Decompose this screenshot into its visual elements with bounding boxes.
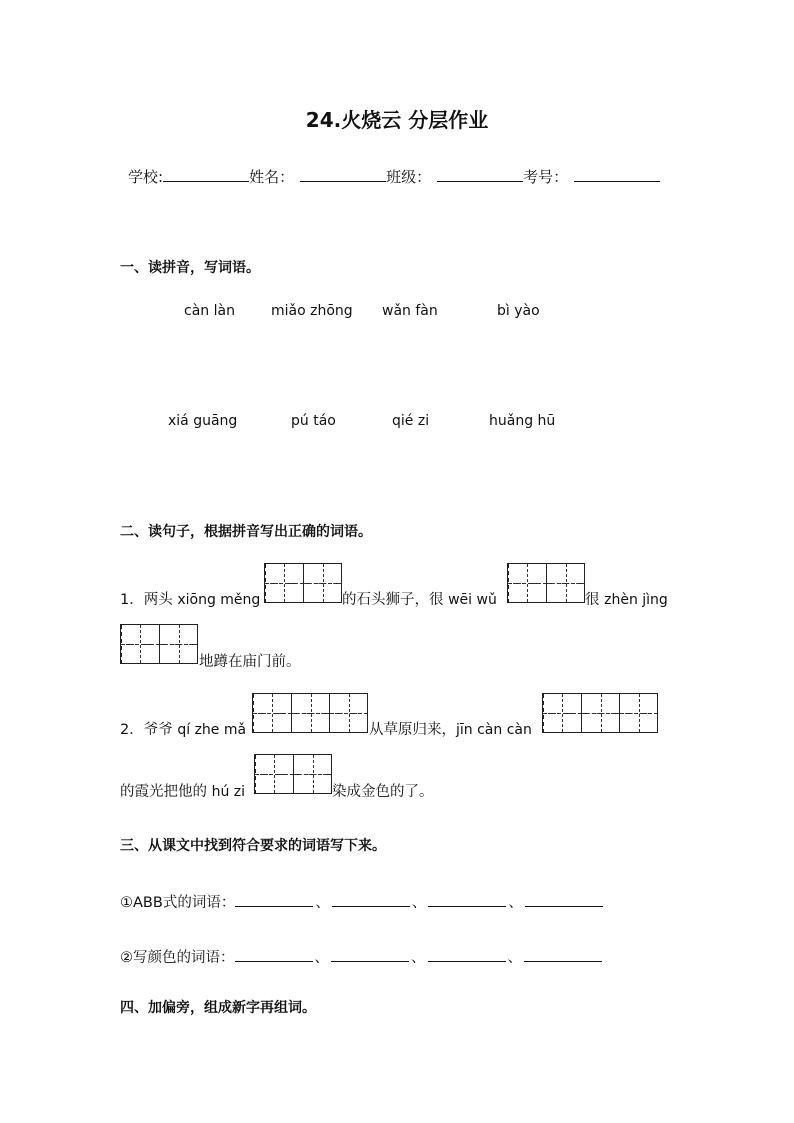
section-3-heading: 三、从课文中找到符合要求的词语写下来。 [120,838,386,854]
school-field[interactable] [163,167,249,182]
sentence-2-middle: 从草原归来，jīn càn càn [369,722,532,738]
pinyin-item: càn làn [184,303,235,319]
sentence-2-prefix: 2．爷爷 qí zhe mǎ [120,722,247,738]
answer-line[interactable] [428,949,506,962]
pinyin-zhen-jing: zhèn jìng [604,592,668,608]
pinyin-item: wǎn fàn [382,303,438,319]
writing-grid[interactable] [507,563,585,603]
pinyin-item: qié zi [392,413,430,429]
number-label: 考号： [523,168,569,186]
answer-line[interactable] [332,894,410,907]
pinyin-item: huǎng hū [489,413,556,429]
section-4-heading: 四、加偏旁，组成新字再组词。 [120,1000,316,1016]
class-field[interactable] [437,167,523,182]
pinyin-hu-zi: hú zi [211,784,246,800]
pinyin-qi-zhe-ma: qí zhe mǎ [177,722,247,738]
answer-line[interactable] [428,894,506,907]
writing-grid[interactable] [120,624,198,664]
page-title: 24.火烧云 分层作业 [305,108,489,132]
sentence-2-end: 染成金色的了。 [332,784,434,800]
sentence-1-middle: 的石头狮子，很 wēi wǔ [342,592,497,608]
answer-line[interactable] [235,894,313,907]
writing-grid[interactable] [542,693,658,733]
answer-line[interactable] [235,949,313,962]
pinyin-item: bì yào [497,303,540,319]
pinyin-item: xiá guāng [168,413,238,429]
school-label: 学校: [128,168,164,186]
answer-line[interactable] [525,894,603,907]
pinyin-item: miǎo zhōng [271,303,353,319]
color-words-row: ②写颜色的词语： 、 、 、 [120,946,602,967]
name-label: 姓名： [249,168,295,186]
abb-label: ①ABB式的词语： [120,895,236,911]
writing-grid[interactable] [254,754,332,794]
section-2-heading: 二、读句子，根据拼音写出正确的词语。 [120,524,372,540]
pinyin-xiong-meng: xiōng měng [177,592,261,608]
sentence-2-line-2: 的霞光把他的 hú zi [120,784,246,800]
pinyin-wei-wu: wēi wǔ [448,592,497,608]
section-1-heading: 一、读拼音，写词语。 [120,260,260,276]
sentence-1-middle-2: 很 zhèn jìng [585,592,668,608]
answer-line[interactable] [524,949,602,962]
number-field[interactable] [574,167,660,182]
color-label: ②写颜色的词语： [120,950,235,966]
sentence-1-end: 地蹲在庙门前。 [199,654,301,670]
writing-grid[interactable] [252,693,368,733]
sentence-1-prefix: 1．两头 xiōng měng [120,592,261,608]
pinyin-item: pú táo [291,413,336,429]
writing-grid[interactable] [264,563,342,603]
pinyin-jin-can-can: jīn càn càn [456,722,532,738]
answer-line[interactable] [331,949,409,962]
name-field[interactable] [300,167,386,182]
class-label: 班级： [386,168,432,186]
abb-words-row: ①ABB式的词语： 、 、 、 [120,891,603,912]
info-row [128,166,660,187]
